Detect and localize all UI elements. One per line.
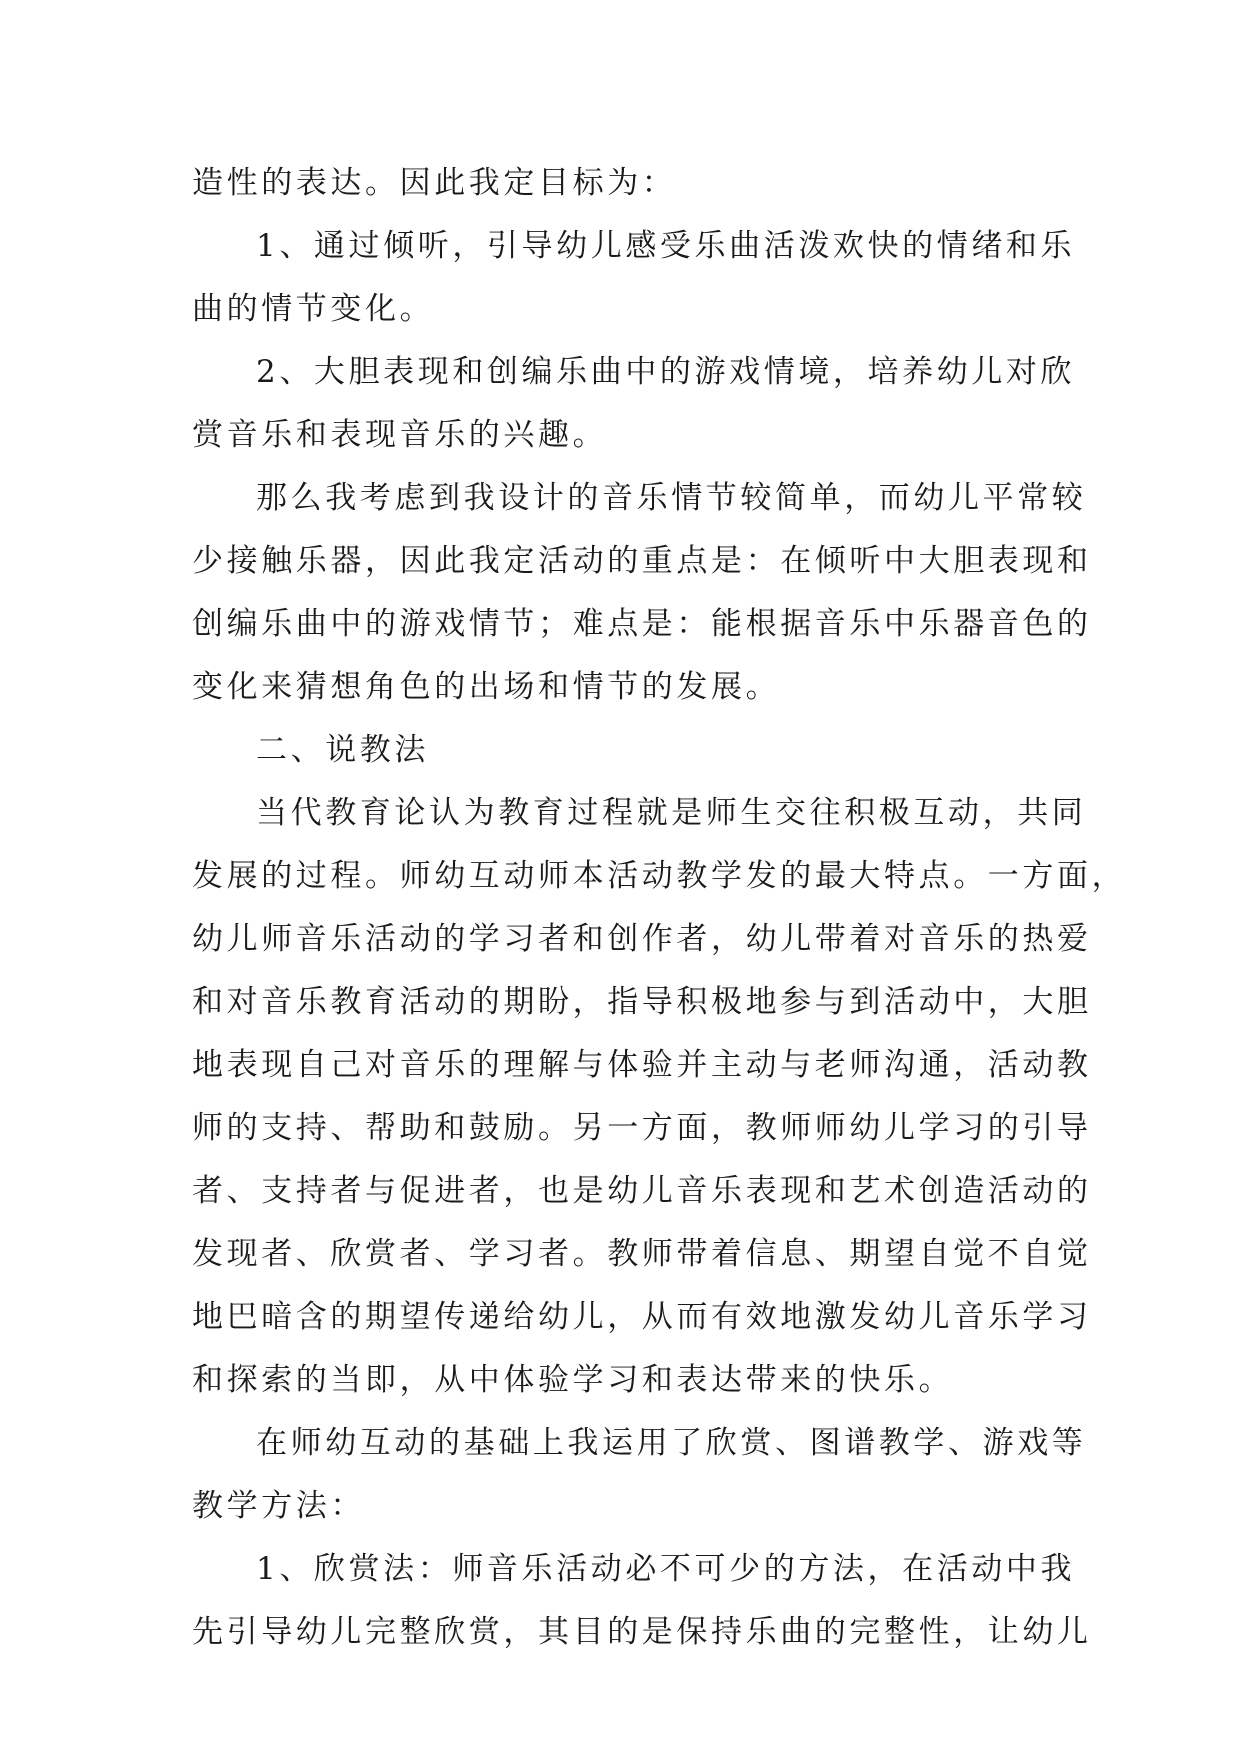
text-line-3: 曲的情节变化。 — [192, 291, 435, 327]
text-line-16: 师的支持、帮助和鼓励。另一方面，教师师幼儿学习的引导 — [192, 1110, 1092, 1146]
text-line-7: 少接触乐器，因此我定活动的重点是：在倾听中大胆表现和 — [192, 543, 1092, 579]
document-body — [192, 152, 1127, 1664]
text-line-21: 在师幼互动的基础上我运用了欣赏、图谱教学、游戏等 — [256, 1425, 1087, 1461]
text-line-23: 1、欣赏法：师音乐活动必不可少的方法，在活动中我 — [256, 1551, 1076, 1587]
text-line-9: 变化来猜想角色的出场和情节的发展。 — [192, 669, 781, 705]
text-line-19: 地巴暗含的期望传递给幼儿，从而有效地激发幼儿音乐学习 — [192, 1299, 1092, 1335]
text-line-14: 和对音乐教育活动的期盼，指导积极地参与到活动中，大胆 — [192, 984, 1092, 1020]
text-line-6: 那么我考虑到我设计的音乐情节较简单，而幼儿平常较 — [256, 480, 1087, 516]
text-line-4: 2、大胆表现和创编乐曲中的游戏情境，培养幼儿对欣 — [256, 354, 1076, 390]
text-line-15: 地表现自己对音乐的理解与体验并主动与老师沟通，活动教 — [192, 1047, 1092, 1083]
text-line-18: 发现者、欣赏者、学习者。教师带着信息、期望自觉不自觉 — [192, 1236, 1092, 1272]
text-line-1: 造性的表达。因此我定目标为： — [192, 165, 677, 201]
text-line-8: 创编乐曲中的游戏情节；难点是：能根据音乐中乐器音色的 — [192, 606, 1092, 642]
text-line-5: 赏音乐和表现音乐的兴趣。 — [192, 417, 608, 453]
text-line-12: 发展的过程。师幼互动师本活动教学发的最大特点。一方面， — [192, 858, 1127, 894]
text-line-2: 1、通过倾听，引导幼儿感受乐曲活泼欢快的情绪和乐 — [256, 228, 1076, 264]
section-heading-teaching-method: 二、说教法 — [256, 732, 429, 768]
text-line-11: 当代教育论认为教育过程就是师生交往积极互动，共同 — [256, 795, 1087, 831]
text-line-17: 者、支持者与促进者，也是幼儿音乐表现和艺术创造活动的 — [192, 1173, 1092, 1209]
text-line-20: 和探索的当即，从中体验学习和表达带来的快乐。 — [192, 1362, 954, 1398]
text-line-13: 幼儿师音乐活动的学习者和创作者，幼儿带着对音乐的热爱 — [192, 921, 1092, 957]
text-line-22: 教学方法： — [192, 1488, 365, 1524]
text-line-24: 先引导幼儿完整欣赏，其目的是保持乐曲的完整性，让幼儿 — [192, 1614, 1092, 1650]
